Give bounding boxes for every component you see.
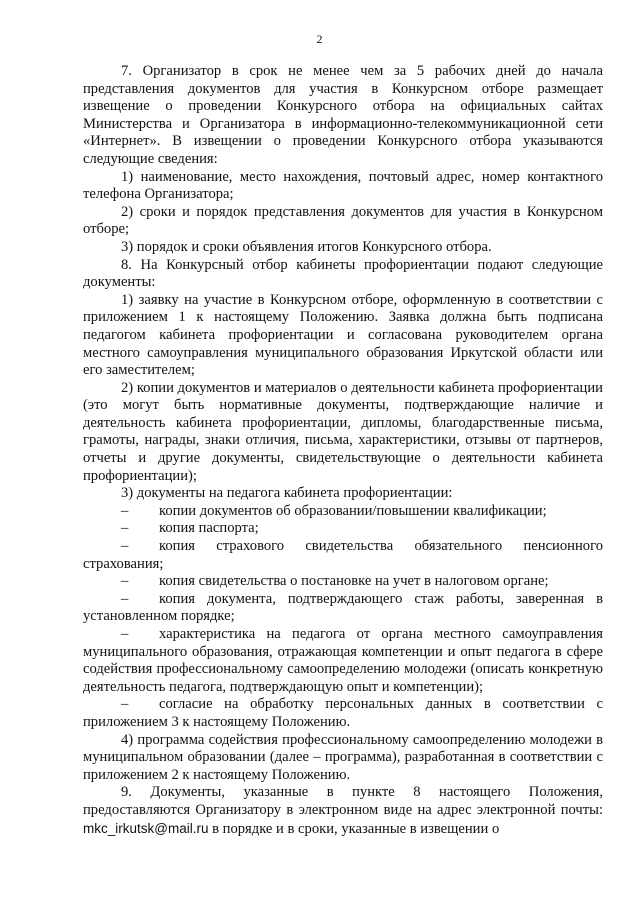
dash-item-text: копия паспорта; <box>159 520 259 537</box>
paragraph-7-item-1: 1) наименование, место нахождения, почтовый адрес, номер контактного телефона Организатора; <box>83 168 603 203</box>
dash-marker: – <box>121 590 129 607</box>
paragraph-9-text-end: в порядке и в сроки, указанные в извещении о <box>208 820 500 837</box>
dash-item <box>83 503 603 521</box>
dash-item <box>83 626 603 696</box>
dash-item-text: копия страхового свидетельства обязательного пенсионного страхования; <box>83 538 603 572</box>
email-address: mkc_irkutsk@mail.ru <box>83 820 209 836</box>
dash-item <box>83 696 603 731</box>
dash-marker: – <box>121 520 129 537</box>
dash-item-text: копия свидетельства о постановке на учет в налоговом органе; <box>159 573 549 590</box>
page-number: 2 <box>316 32 323 46</box>
paragraph-7-item-2: 2) сроки и порядок представления документов для участия в Конкурсном отборе; <box>83 203 603 238</box>
paragraph-7-item-3: 3) порядок и сроки объявления итогов Конкурсного отбора. <box>121 238 492 255</box>
dash-marker: – <box>121 573 129 590</box>
paragraph-8-item-4: 4) программа содействия профессиональному самоопределению молодежи в муниципальном образовании (далее – программа), разработанная в соответствии с приложением 2 к настоящему Положению. <box>83 731 603 783</box>
dash-marker: – <box>121 696 129 713</box>
dash-marker: – <box>121 626 129 642</box>
paragraph-8-item-3: 3) документы на педагога кабинета профориентации: <box>121 485 453 502</box>
paragraph-8-item-2: 2) копии документов и материалов о деятельности кабинета профориентации (это могут быть нормативные документы, подтверждающие наличие и деятельность кабинета профориентации, дипломы, благодарственные письма, грамоты, награды, знаки отличия, письма, характеристики, отзывы от партнеров, отчеты и другие документы, свидетельствующие о деятельности кабинета профориентации); <box>83 379 603 484</box>
paragraph-8: 8. На Конкурсный отбор кабинеты профориентации подают следующие документы: <box>83 256 603 291</box>
dash-item-text: согласие на обработку персональных данных в соответствии с приложением 3 к настоящему Положению. <box>83 696 603 730</box>
dash-item <box>83 573 603 591</box>
dash-item-text: копия документа, подтверждающего стаж работы, заверенная в установленном порядке; <box>83 590 603 625</box>
document-body <box>83 63 603 838</box>
paragraph-9 <box>83 784 603 838</box>
dash-item <box>83 591 603 626</box>
paragraph-9-text-start: 9. Документы, указанные в пункте 8 настоящего Положения, предоставляются Организатору в электронном виде на адрес электронной почты: <box>83 784 603 818</box>
paragraph-8-item-1: 1) заявку на участие в Конкурсном отборе, оформленную в соответствии с приложением 1 к настоящему Положению. Заявка должна быть подписана педагогом кабинета профориентации и согласована руководителем органа местного самоуправления муниципального образования Иркутской области или его заместителем; <box>83 291 603 379</box>
dash-item <box>83 538 603 573</box>
dash-item-text: характеристика на педагога от органа местного самоуправления муниципального образования, отражающая компетенции и опыт педагога в сфере содействия профессиональному самоопределению молодежи (описать конкретную деятельность педагога, подтверждающую опыт и компетенции); <box>83 626 603 695</box>
paragraph-7: 7. Организатор в срок не менее чем за 5 рабочих дней до начала представления документов для участия в Конкурсном отборе размещает извещение о проведении Конкурсного отбора на официальных сайтах Министерства и Организатора в информационно-телекоммуникационной сети «Интернет». В извещении о проведении Конкурсного отбора указываются следующие сведения: <box>83 63 603 167</box>
dash-item-text: копии документов об образовании/повышении квалификации; <box>159 502 547 519</box>
dash-marker: – <box>121 538 129 555</box>
dash-item <box>83 520 603 538</box>
dash-marker: – <box>121 502 129 519</box>
